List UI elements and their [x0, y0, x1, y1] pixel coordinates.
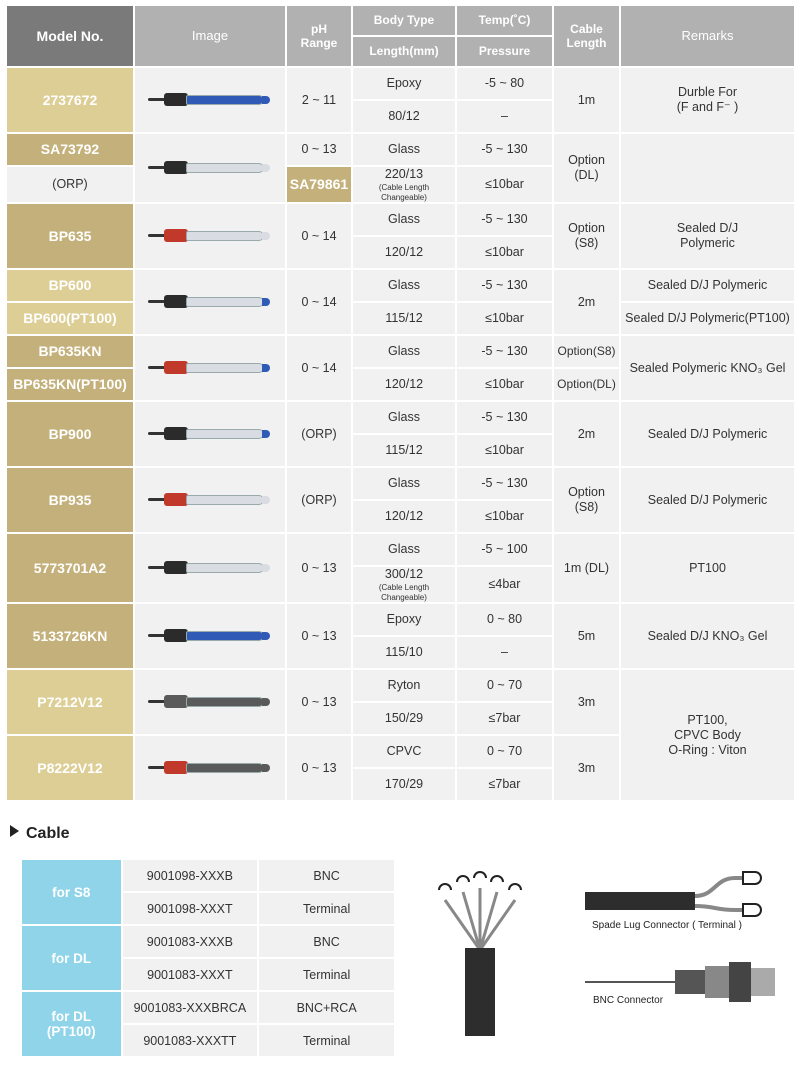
header-ph: pH Range	[287, 6, 351, 66]
probe-image-cell	[135, 534, 285, 602]
cable-section-title	[10, 825, 70, 843]
length-value: 150/29	[384, 711, 424, 726]
probe-electrode-icon	[142, 222, 278, 250]
cable-length-cell: Option (DL)	[554, 134, 619, 202]
cable-table	[20, 858, 396, 1058]
cable-group-label: for S8	[22, 860, 121, 924]
cable-length-cell: Option(DL)	[554, 369, 619, 400]
ph-range-cell: 2 ~ 11	[287, 68, 351, 132]
length-value: 115/12	[385, 443, 423, 458]
pressure-cell: –	[457, 101, 552, 132]
length-cell	[353, 637, 455, 668]
length-cell	[353, 501, 455, 532]
cable-part-number: 9001098-XXXT	[123, 893, 258, 924]
pressure-cell: ≤10bar	[457, 435, 552, 466]
pressure-cell: ≤7bar	[457, 703, 552, 734]
body-type-cell: Glass	[353, 336, 455, 367]
temp-cell: -5 ~ 130	[457, 204, 552, 235]
probe-electrode-icon	[142, 754, 278, 782]
remarks-cell: Sealed D/J Polymeric	[621, 402, 794, 466]
temp-cell: -5 ~ 130	[457, 270, 552, 301]
cable-group-label: for DL	[22, 926, 121, 990]
cable-connector-type: BNC+RCA	[259, 992, 394, 1023]
cable-length-cell: Option(S8)	[554, 336, 619, 367]
temp-cell: -5 ~ 80	[457, 68, 552, 99]
probe-image-cell	[135, 68, 285, 132]
cable-connector-type: Terminal	[259, 893, 394, 924]
ph-range-cell: (ORP)	[7, 167, 133, 202]
pressure-cell: ≤7bar	[457, 769, 552, 800]
cable-length-cell: 5m	[554, 604, 619, 668]
model-cell: SA73792	[7, 134, 133, 165]
cable-length-cell: 1m	[554, 68, 619, 132]
cable-length-cell: 3m	[554, 670, 619, 734]
header-pressure: Pressure	[457, 37, 552, 66]
model-cell: P7212V12	[7, 670, 133, 734]
ph-range-cell: (ORP)	[287, 468, 351, 532]
probe-electrode-icon	[142, 288, 278, 316]
length-value: 115/12	[385, 311, 423, 326]
body-type-cell: Glass	[353, 270, 455, 301]
pressure-cell: ≤10bar	[457, 501, 552, 532]
pressure-cell: ≤10bar	[457, 369, 552, 400]
header-model: Model No.	[7, 6, 133, 66]
model-cell: BP900	[7, 402, 133, 466]
length-cell	[353, 101, 455, 132]
cable-connector-type: BNC	[259, 860, 394, 891]
temp-cell: 0 ~ 70	[457, 670, 552, 701]
length-cell	[353, 567, 455, 602]
length-value: 220/13	[384, 167, 424, 181]
probe-image-cell	[135, 736, 285, 800]
length-cell	[353, 369, 455, 400]
cable-length-cell: 2m	[554, 270, 619, 334]
model-cell: P8222V12	[7, 736, 133, 800]
probe-electrode-icon	[142, 622, 278, 650]
cable-part-number: 9001083-XXXT	[123, 959, 258, 990]
cable-group-label: for DL (PT100)	[22, 992, 121, 1056]
pressure-cell: ≤10bar	[457, 167, 552, 202]
cable-part-number: 9001083-XXXBRCA	[123, 992, 258, 1023]
probe-electrode-icon	[142, 354, 278, 382]
pressure-cell: ≤10bar	[457, 237, 552, 268]
length-value: 300/12	[384, 567, 424, 582]
remarks-cell: Sealed D/J Polymeric	[621, 468, 794, 532]
body-type-cell: Glass	[353, 134, 455, 165]
header-image: Image	[135, 6, 285, 66]
model-cell: BP600(PT100)	[7, 303, 133, 334]
ph-range-cell: 0 ~ 13	[287, 134, 351, 165]
probe-electrode-icon	[142, 486, 278, 514]
cable-part-number: 9001098-XXXB	[123, 860, 258, 891]
bnc-connector-label: BNC Connector	[593, 995, 664, 1006]
probe-electrode-icon	[142, 420, 278, 448]
length-note: (Cable Length Changeable)	[378, 583, 430, 602]
probe-electrode-icon	[142, 554, 278, 582]
remarks-cell: Durble For (F and F⁻ )	[621, 68, 794, 132]
body-type-cell: Glass	[353, 468, 455, 499]
temp-cell: 0 ~ 70	[457, 736, 552, 767]
pressure-cell: –	[457, 637, 552, 668]
spec-table	[5, 4, 794, 802]
ph-range-cell: 0 ~ 13	[287, 604, 351, 668]
ph-range-cell: 0 ~ 13	[287, 670, 351, 734]
remarks-cell: Sealed D/J Polymeric(PT100)	[621, 303, 794, 334]
cable-length-cell: 2m	[554, 402, 619, 466]
probe-image-cell	[135, 270, 285, 334]
header-temp: Temp(˚C)	[457, 6, 552, 35]
model-cell: BP935	[7, 468, 133, 532]
length-cell	[353, 703, 455, 734]
body-type-cell: Glass	[353, 534, 455, 565]
probe-image-cell	[135, 670, 285, 734]
wire-bundle-illustration	[425, 860, 535, 1040]
header-body-type: Body Type	[353, 6, 455, 35]
temp-cell: -5 ~ 130	[457, 336, 552, 367]
ph-range-cell: 0 ~ 13	[287, 534, 351, 602]
model-cell: BP635KN	[7, 336, 133, 367]
remarks-cell: Sealed Polymeric KNO₃ Gel	[621, 336, 794, 400]
cable-title-text: Cable	[26, 825, 70, 842]
cable-length-cell: 3m	[554, 736, 619, 800]
body-type-cell: Epoxy	[353, 604, 455, 635]
length-cell	[353, 167, 455, 202]
probe-image-cell	[135, 336, 285, 400]
cable-length-cell: Option (S8)	[554, 468, 619, 532]
length-value: 115/10	[385, 645, 423, 660]
model-cell: BP635KN(PT100)	[7, 369, 133, 400]
probe-image-cell	[135, 204, 285, 268]
ph-range-cell: 0 ~ 14	[287, 270, 351, 334]
cable-length-cell: 1m (DL)	[554, 534, 619, 602]
length-cell	[353, 435, 455, 466]
probe-electrode-icon	[142, 86, 278, 114]
ph-range-cell: (ORP)	[287, 402, 351, 466]
model-cell: BP600	[7, 270, 133, 301]
header-cable-length: Cable Length	[554, 6, 619, 66]
cable-length-cell: Option (S8)	[554, 204, 619, 268]
length-value: 120/12	[384, 509, 424, 524]
model-cell: 5773701A2	[7, 534, 133, 602]
probe-electrode-icon	[142, 688, 278, 716]
remarks-cell	[621, 134, 794, 202]
probe-image-cell	[135, 402, 285, 466]
remarks-cell: PT100, CPVC Body O-Ring : Viton	[621, 670, 794, 800]
header-remarks: Remarks	[621, 6, 794, 66]
ph-range-cell: 0 ~ 14	[287, 336, 351, 400]
body-type-cell: Glass	[353, 402, 455, 433]
pressure-cell: ≤10bar	[457, 303, 552, 334]
triangle-bullet-icon	[10, 825, 19, 837]
length-value: 120/12	[384, 377, 424, 392]
cable-connector-type: Terminal	[259, 1025, 394, 1056]
model-cell: 2737672	[7, 68, 133, 132]
body-type-cell: Ryton	[353, 670, 455, 701]
remarks-cell: Sealed D/J Polymeric	[621, 204, 794, 268]
spade-lug-connector-illustration	[585, 866, 785, 926]
temp-cell: -5 ~ 100	[457, 534, 552, 565]
temp-cell: 0 ~ 80	[457, 604, 552, 635]
remarks-cell: PT100	[621, 534, 794, 602]
body-type-cell: Epoxy	[353, 68, 455, 99]
length-cell	[353, 303, 455, 334]
spade-lug-label: Spade Lug Connector ( Terminal )	[592, 920, 742, 931]
length-cell	[353, 237, 455, 268]
model-cell: BP635	[7, 204, 133, 268]
length-note: (Cable Length Changeable)	[378, 183, 430, 202]
temp-cell: -5 ~ 130	[457, 468, 552, 499]
remarks-cell: Sealed D/J KNO₃ Gel	[621, 604, 794, 668]
ph-range-cell: 0 ~ 14	[287, 204, 351, 268]
length-value: 170/29	[384, 777, 424, 792]
model-cell: SA79861	[287, 167, 351, 202]
header-length: Length(mm)	[353, 37, 455, 66]
probe-image-cell	[135, 468, 285, 532]
cable-connector-type: Terminal	[259, 959, 394, 990]
cable-connector-type: BNC	[259, 926, 394, 957]
length-value: 120/12	[384, 245, 424, 260]
probe-image-cell	[135, 134, 285, 202]
body-type-cell: CPVC	[353, 736, 455, 767]
remarks-cell: Sealed D/J Polymeric	[621, 270, 794, 301]
cable-part-number: 9001083-XXXTT	[123, 1025, 258, 1056]
probe-electrode-icon	[142, 154, 278, 182]
model-cell: 5133726KN	[7, 604, 133, 668]
cable-part-number: 9001083-XXXB	[123, 926, 258, 957]
ph-range-cell: 0 ~ 13	[287, 736, 351, 800]
length-value: 80/12	[388, 109, 420, 123]
body-type-cell: Glass	[353, 204, 455, 235]
probe-image-cell	[135, 604, 285, 668]
temp-cell: -5 ~ 130	[457, 134, 552, 165]
length-cell	[353, 769, 455, 800]
temp-cell: -5 ~ 130	[457, 402, 552, 433]
pressure-cell: ≤4bar	[457, 567, 552, 602]
